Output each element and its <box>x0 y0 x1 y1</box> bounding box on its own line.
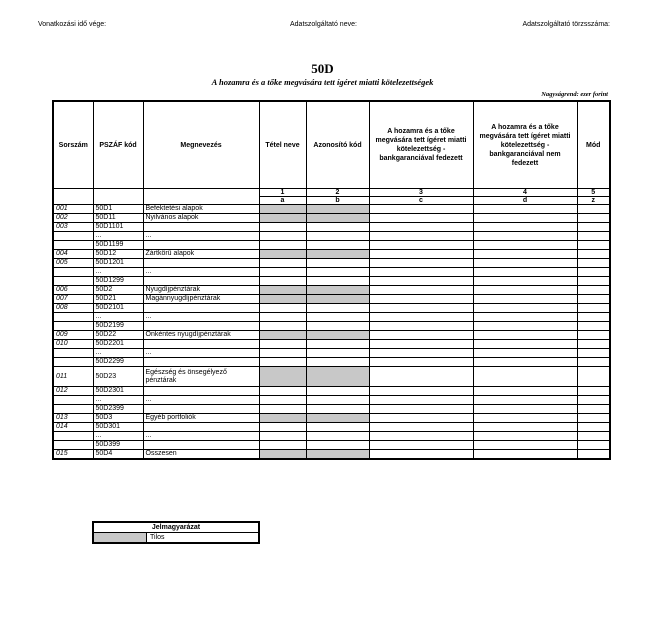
cell-fedezett[interactable] <box>369 259 473 268</box>
row-name <box>143 304 259 313</box>
row-name <box>143 423 259 432</box>
row-pszaf-code: 50D1199 <box>93 241 143 250</box>
row-index: 009 <box>53 331 93 340</box>
cell-azonosito-kod[interactable] <box>306 277 369 286</box>
table-row <box>53 241 610 250</box>
col-number: 3 <box>369 189 473 197</box>
header-provider-id: Adatszolgáltató törzsszáma: <box>522 21 610 28</box>
cell-fedezett[interactable] <box>369 367 473 387</box>
row-index <box>53 313 93 322</box>
cell-azonosito-kod <box>306 367 369 387</box>
cell-mod[interactable] <box>577 450 610 460</box>
cell-fedezett[interactable] <box>369 405 473 414</box>
cell-tetel-neve[interactable] <box>259 387 306 396</box>
row-pszaf-code: 50D21 <box>93 295 143 304</box>
row-index <box>53 232 93 241</box>
row-pszaf-code: 50D4 <box>93 450 143 460</box>
row-index <box>53 268 93 277</box>
row-name: ... <box>143 396 259 405</box>
row-index: 003 <box>53 223 93 232</box>
cell-fedezett[interactable] <box>369 295 473 304</box>
row-pszaf-code: 50D2399 <box>93 405 143 414</box>
cell-azonosito-kod[interactable] <box>306 232 369 241</box>
cell-azonosito-kod[interactable] <box>306 340 369 349</box>
cell-mod[interactable] <box>577 241 610 250</box>
legend <box>92 521 260 544</box>
table-row <box>53 432 610 441</box>
cell-fedezett[interactable] <box>369 313 473 322</box>
cell-azonosito-kod[interactable] <box>306 432 369 441</box>
col-number: 2 <box>306 189 369 197</box>
cell-nem-fedezett[interactable] <box>473 295 577 304</box>
row-name <box>143 387 259 396</box>
cell-azonosito-kod[interactable] <box>306 223 369 232</box>
row-index: 007 <box>53 295 93 304</box>
table-row <box>53 223 610 232</box>
col-number: 4 <box>473 189 577 197</box>
cell-fedezett[interactable] <box>369 241 473 250</box>
cell-nem-fedezett[interactable] <box>473 331 577 340</box>
cell-tetel-neve[interactable] <box>259 405 306 414</box>
cell-nem-fedezett[interactable] <box>473 367 577 387</box>
row-name: ... <box>143 268 259 277</box>
cell-tetel-neve[interactable] <box>259 232 306 241</box>
cell-mod[interactable] <box>577 423 610 432</box>
cell-tetel-neve[interactable] <box>259 259 306 268</box>
row-pszaf-code: 50D1101 <box>93 223 143 232</box>
row-name <box>143 241 259 250</box>
row-pszaf-code: 50D3 <box>93 414 143 423</box>
col-header-sorszam: Sorszám <box>53 101 93 189</box>
row-index <box>53 441 93 450</box>
cell-nem-fedezett[interactable] <box>473 304 577 313</box>
cell-mod[interactable] <box>577 396 610 405</box>
cell-tetel-neve[interactable] <box>259 340 306 349</box>
cell-mod[interactable] <box>577 387 610 396</box>
col-header-mod: Mód <box>577 101 610 189</box>
cell-azonosito-kod <box>306 295 369 304</box>
row-index <box>53 405 93 414</box>
cell-azonosito-kod[interactable] <box>306 405 369 414</box>
cell-mod[interactable] <box>577 340 610 349</box>
cell-tetel-neve <box>259 414 306 423</box>
table-row <box>53 232 610 241</box>
cell-tetel-neve <box>259 286 306 295</box>
table-row <box>53 358 610 367</box>
row-pszaf-code: ... <box>93 396 143 405</box>
cell-tetel-neve[interactable] <box>259 441 306 450</box>
cell-mod[interactable] <box>577 223 610 232</box>
col-header-tetel-neve: Tétel neve <box>259 101 306 189</box>
row-pszaf-code: ... <box>93 432 143 441</box>
row-pszaf-code: 50D23 <box>93 367 143 387</box>
cell-nem-fedezett[interactable] <box>473 450 577 460</box>
cell-fedezett[interactable] <box>369 414 473 423</box>
cell-tetel-neve[interactable] <box>259 358 306 367</box>
cell-fedezett[interactable] <box>369 268 473 277</box>
row-name: ... <box>143 313 259 322</box>
cell-tetel-neve <box>259 450 306 460</box>
row-index: 002 <box>53 214 93 223</box>
row-name: Egészség és önsegélyező pénztárak <box>143 367 259 387</box>
unit-label: Nagyságrend: ezer forint <box>541 91 608 98</box>
row-pszaf-code: 50D1 <box>93 205 143 214</box>
row-index <box>53 277 93 286</box>
row-index: 015 <box>53 450 93 460</box>
cell-fedezett[interactable] <box>369 396 473 405</box>
cell-nem-fedezett[interactable] <box>473 313 577 322</box>
cell-mod[interactable] <box>577 349 610 358</box>
table-row <box>53 450 610 460</box>
cell-tetel-neve <box>259 295 306 304</box>
cell-mod[interactable] <box>577 358 610 367</box>
cell-azonosito-kod[interactable] <box>306 322 369 331</box>
col-header-nem-fedezett: A hozamra és a tőke megvására tett ígéret miatti kötelezettség - bankgaranciával nem fedezett <box>473 101 577 189</box>
cell-mod[interactable] <box>577 286 610 295</box>
row-name: ... <box>143 349 259 358</box>
col-number: 1 <box>259 189 306 197</box>
table-row <box>53 268 610 277</box>
col-header-pszaf-kod: PSZÁF kód <box>93 101 143 189</box>
row-index: 006 <box>53 286 93 295</box>
cell-tetel-neve[interactable] <box>259 349 306 358</box>
cell-tetel-neve <box>259 214 306 223</box>
table-row <box>53 313 610 322</box>
row-index: 014 <box>53 423 93 432</box>
row-index <box>53 358 93 367</box>
row-name: Önkéntes nyugdíjpénztárak <box>143 331 259 340</box>
col-letter: b <box>306 197 369 205</box>
row-index: 011 <box>53 367 93 387</box>
row-name: Befektetési alapok <box>143 205 259 214</box>
cell-azonosito-kod[interactable] <box>306 313 369 322</box>
table-row <box>53 349 610 358</box>
cell-mod[interactable] <box>577 441 610 450</box>
col-letter: z <box>577 197 610 205</box>
col-letter: d <box>473 197 577 205</box>
cell-azonosito-kod[interactable] <box>306 304 369 313</box>
table-row <box>53 259 610 268</box>
row-pszaf-code: 50D2299 <box>93 358 143 367</box>
row-name: Nyugdíjpénztárak <box>143 286 259 295</box>
cell-tetel-neve <box>259 250 306 259</box>
row-pszaf-code: 50D1201 <box>93 259 143 268</box>
table-row <box>53 277 610 286</box>
table-row <box>53 423 610 432</box>
cell-azonosito-kod[interactable] <box>306 387 369 396</box>
row-index <box>53 396 93 405</box>
row-index: 010 <box>53 340 93 349</box>
row-name <box>143 340 259 349</box>
cell-tetel-neve <box>259 367 306 387</box>
cell-tetel-neve[interactable] <box>259 241 306 250</box>
cell-nem-fedezett[interactable] <box>473 214 577 223</box>
table-row <box>53 387 610 396</box>
cell-tetel-neve[interactable] <box>259 423 306 432</box>
cell-mod[interactable] <box>577 259 610 268</box>
row-name <box>143 405 259 414</box>
cell-mod[interactable] <box>577 313 610 322</box>
cell-mod[interactable] <box>577 405 610 414</box>
table-row <box>53 367 610 387</box>
table-row <box>53 205 610 214</box>
cell-mod[interactable] <box>577 331 610 340</box>
table-row <box>53 331 610 340</box>
cell-azonosito-kod[interactable] <box>306 241 369 250</box>
table-row <box>53 441 610 450</box>
row-name <box>143 441 259 450</box>
row-name: ... <box>143 232 259 241</box>
header-reference-period: Vonatkozási idő vége: <box>38 21 107 28</box>
cell-tetel-neve[interactable] <box>259 313 306 322</box>
row-name: Magánnyugdíjpénztárak <box>143 295 259 304</box>
cell-mod[interactable] <box>577 432 610 441</box>
cell-fedezett[interactable] <box>369 232 473 241</box>
cell-azonosito-kod <box>306 286 369 295</box>
legend-swatch <box>93 533 147 544</box>
row-name <box>143 277 259 286</box>
table-row <box>53 304 610 313</box>
row-name: Zártkörű alapok <box>143 250 259 259</box>
row-name: Nyilvános alapok <box>143 214 259 223</box>
cell-tetel-neve[interactable] <box>259 322 306 331</box>
cell-fedezett[interactable] <box>369 223 473 232</box>
cell-tetel-neve <box>259 205 306 214</box>
cell-fedezett[interactable] <box>369 304 473 313</box>
row-pszaf-code: ... <box>93 349 143 358</box>
cell-azonosito-kod <box>306 214 369 223</box>
col-letter: c <box>369 197 473 205</box>
cell-nem-fedezett[interactable] <box>473 205 577 214</box>
col-header-fedezett: A hozamra és a tőke megvására tett ígéret miatti kötelezettség - bankgaranciával fedezett <box>369 101 473 189</box>
cell-tetel-neve[interactable] <box>259 396 306 405</box>
cell-azonosito-kod <box>306 205 369 214</box>
cell-nem-fedezett[interactable] <box>473 441 577 450</box>
table-row <box>53 214 610 223</box>
cell-fedezett[interactable] <box>369 331 473 340</box>
row-pszaf-code: 50D2 <box>93 286 143 295</box>
row-index: 012 <box>53 387 93 396</box>
col-header-azonosito-kod: Azonosító kód <box>306 101 369 189</box>
row-index: 008 <box>53 304 93 313</box>
table-row <box>53 414 610 423</box>
cell-nem-fedezett[interactable] <box>473 432 577 441</box>
table-row <box>53 250 610 259</box>
cell-azonosito-kod[interactable] <box>306 396 369 405</box>
row-pszaf-code: 50D1299 <box>93 277 143 286</box>
table-row <box>53 322 610 331</box>
data-table <box>52 100 611 460</box>
row-pszaf-code: 50D22 <box>93 331 143 340</box>
cell-fedezett[interactable] <box>369 358 473 367</box>
table-body <box>53 205 610 460</box>
row-index <box>53 241 93 250</box>
cell-nem-fedezett[interactable] <box>473 387 577 396</box>
cell-mod[interactable] <box>577 268 610 277</box>
row-pszaf-code: 50D399 <box>93 441 143 450</box>
cell-nem-fedezett[interactable] <box>473 259 577 268</box>
cell-azonosito-kod[interactable] <box>306 268 369 277</box>
cell-fedezett[interactable] <box>369 423 473 432</box>
row-index: 005 <box>53 259 93 268</box>
cell-mod[interactable] <box>577 232 610 241</box>
cell-mod[interactable] <box>577 205 610 214</box>
cell-nem-fedezett[interactable] <box>473 277 577 286</box>
cell-azonosito-kod[interactable] <box>306 358 369 367</box>
table-row <box>53 286 610 295</box>
cell-fedezett[interactable] <box>369 432 473 441</box>
row-pszaf-code: ... <box>93 232 143 241</box>
cell-tetel-neve[interactable] <box>259 277 306 286</box>
cell-tetel-neve[interactable] <box>259 268 306 277</box>
cell-fedezett[interactable] <box>369 205 473 214</box>
cell-fedezett[interactable] <box>369 387 473 396</box>
cell-nem-fedezett[interactable] <box>473 232 577 241</box>
cell-fedezett[interactable] <box>369 214 473 223</box>
header-provider-name: Adatszolgáltató neve: <box>290 21 357 28</box>
table-row <box>53 396 610 405</box>
table-row <box>53 405 610 414</box>
cell-nem-fedezett[interactable] <box>473 405 577 414</box>
cell-nem-fedezett[interactable] <box>473 250 577 259</box>
cell-azonosito-kod[interactable] <box>306 423 369 432</box>
cell-fedezett[interactable] <box>369 322 473 331</box>
cell-azonosito-kod[interactable] <box>306 441 369 450</box>
cell-fedezett[interactable] <box>369 441 473 450</box>
cell-nem-fedezett[interactable] <box>473 286 577 295</box>
cell-tetel-neve[interactable] <box>259 223 306 232</box>
table-row <box>53 340 610 349</box>
row-name: ... <box>143 432 259 441</box>
row-name <box>143 223 259 232</box>
col-letter: a <box>259 197 306 205</box>
cell-fedezett[interactable] <box>369 286 473 295</box>
cell-azonosito-kod <box>306 250 369 259</box>
legend-title: Jelmagyarázat <box>93 522 259 533</box>
cell-tetel-neve <box>259 331 306 340</box>
row-index <box>53 432 93 441</box>
row-name <box>143 358 259 367</box>
cell-fedezett[interactable] <box>369 277 473 286</box>
cell-tetel-neve[interactable] <box>259 432 306 441</box>
row-pszaf-code: ... <box>93 268 143 277</box>
row-pszaf-code: 50D2201 <box>93 340 143 349</box>
row-pszaf-code: 50D2101 <box>93 304 143 313</box>
row-pszaf-code: 50D2199 <box>93 322 143 331</box>
col-number: 5 <box>577 189 610 197</box>
cell-mod[interactable] <box>577 322 610 331</box>
cell-azonosito-kod <box>306 331 369 340</box>
cell-mod[interactable] <box>577 367 610 387</box>
row-index: 004 <box>53 250 93 259</box>
cell-mod[interactable] <box>577 277 610 286</box>
table-row <box>53 295 610 304</box>
cell-nem-fedezett[interactable] <box>473 340 577 349</box>
cell-fedezett[interactable] <box>369 250 473 259</box>
form-subtitle: A hozamra és a tőke megvására tett ígéret miatti kötelezettségek <box>211 77 434 87</box>
cell-mod[interactable] <box>577 295 610 304</box>
cell-mod[interactable] <box>577 250 610 259</box>
cell-fedezett[interactable] <box>369 340 473 349</box>
cell-azonosito-kod <box>306 414 369 423</box>
row-pszaf-code: ... <box>93 313 143 322</box>
row-name: Összesen <box>143 450 259 460</box>
row-pszaf-code: 50D12 <box>93 250 143 259</box>
cell-tetel-neve[interactable] <box>259 304 306 313</box>
cell-nem-fedezett[interactable] <box>473 268 577 277</box>
row-pszaf-code: 50D301 <box>93 423 143 432</box>
row-index <box>53 322 93 331</box>
col-header-megnevezes: Megnevezés <box>143 101 259 189</box>
cell-nem-fedezett[interactable] <box>473 349 577 358</box>
row-name <box>143 259 259 268</box>
cell-nem-fedezett[interactable] <box>473 414 577 423</box>
cell-mod[interactable] <box>577 414 610 423</box>
cell-mod[interactable] <box>577 214 610 223</box>
cell-nem-fedezett[interactable] <box>473 241 577 250</box>
row-index: 013 <box>53 414 93 423</box>
cell-nem-fedezett[interactable] <box>473 358 577 367</box>
row-name: Egyéb portfoliók <box>143 414 259 423</box>
row-index: 001 <box>53 205 93 214</box>
legend-item-label: Tilos <box>147 533 260 544</box>
cell-azonosito-kod[interactable] <box>306 349 369 358</box>
cell-nem-fedezett[interactable] <box>473 423 577 432</box>
row-pszaf-code: 50D2301 <box>93 387 143 396</box>
cell-fedezett[interactable] <box>369 450 473 460</box>
row-pszaf-code: 50D11 <box>93 214 143 223</box>
cell-nem-fedezett[interactable] <box>473 322 577 331</box>
row-name <box>143 322 259 331</box>
cell-nem-fedezett[interactable] <box>473 396 577 405</box>
cell-azonosito-kod[interactable] <box>306 259 369 268</box>
form-title: 50D <box>311 61 334 76</box>
cell-mod[interactable] <box>577 304 610 313</box>
cell-azonosito-kod <box>306 450 369 460</box>
cell-fedezett[interactable] <box>369 349 473 358</box>
cell-nem-fedezett[interactable] <box>473 223 577 232</box>
row-index <box>53 349 93 358</box>
